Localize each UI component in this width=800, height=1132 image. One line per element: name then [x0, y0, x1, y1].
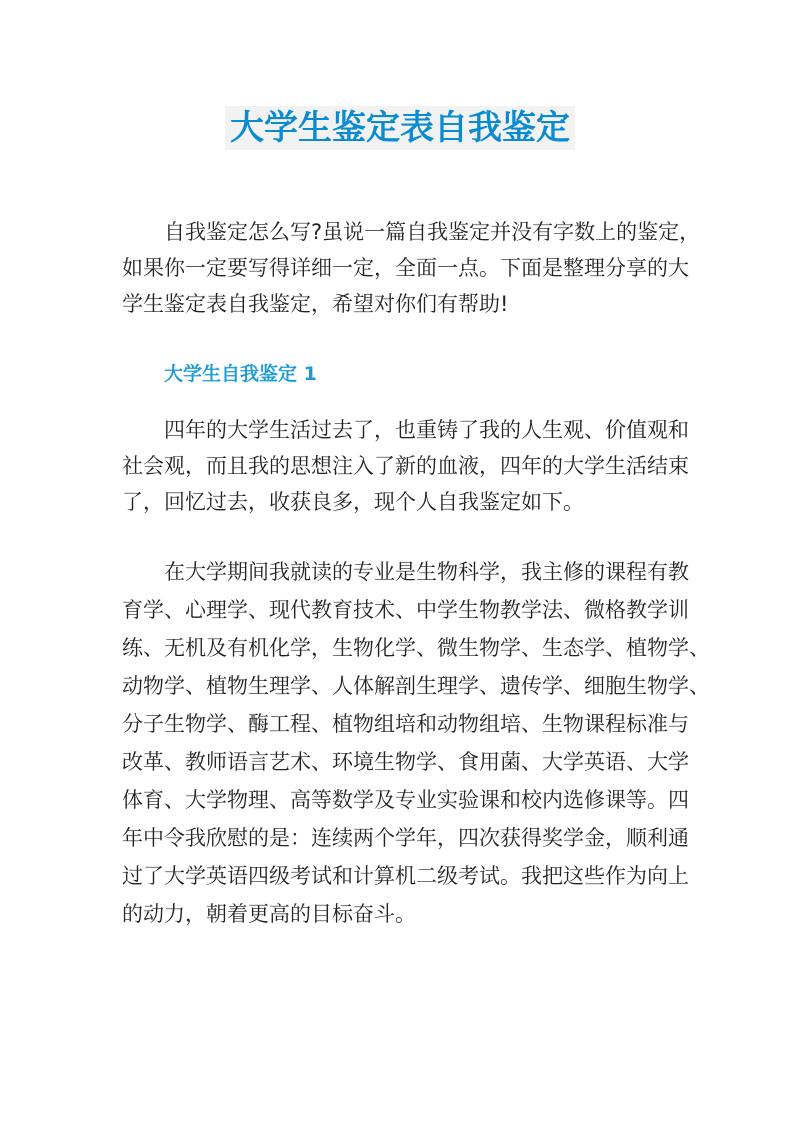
text-line: 如果你一定要写得详细一定，全面一点。下面是整理分享的大	[122, 256, 689, 280]
text-line: 了，回忆过去，收获良多，现个人自我鉴定如下。	[122, 490, 584, 514]
text-line: 学生鉴定表自我鉴定，希望对你们有帮助!	[122, 292, 509, 316]
text-line: 自我鉴定怎么写?虽说一篇自我鉴定并没有字数上的鉴定，	[164, 220, 701, 244]
text-line: 分子生物学、酶工程、植物组培和动物组培、生物课程标准与	[122, 712, 689, 736]
text-line: 育学、心理学、现代教育技术、中学生物教学法、微格教学训	[122, 598, 689, 622]
text-line: 年中令我欣慰的是：连续两个学年，四次获得奖学金，顺利通	[122, 826, 689, 850]
text-line: 体育、大学物理、高等数学及专业实验课和校内选修课等。四	[122, 788, 689, 812]
text-line: 过了大学英语四级考试和计算机二级考试。我把这些作为向上	[122, 864, 689, 888]
document-title: 大学生鉴定表自我鉴定	[225, 106, 575, 150]
text-line: 在大学期间我就读的专业是生物科学，我主修的课程有教	[164, 560, 689, 584]
text-line: 动物学、植物生理学、人体解剖生理学、遗传学、细胞生物学、	[122, 674, 710, 698]
text-line: 社会观，而且我的思想注入了新的血液，四年的大学生活结束	[122, 454, 689, 478]
text-line: 练、无机及有机化学，生物化学、微生物学、生态学、植物学、	[122, 636, 710, 660]
section-heading: 大学生自我鉴定 1	[164, 363, 317, 385]
text-line: 改革、教师语言艺术、环境生物学、食用菌、大学英语、大学	[122, 750, 689, 774]
text-line: 四年的大学生活过去了，也重铸了我的人生观、价值观和	[164, 418, 689, 442]
text-line: 的动力，朝着更高的目标奋斗。	[122, 902, 416, 926]
